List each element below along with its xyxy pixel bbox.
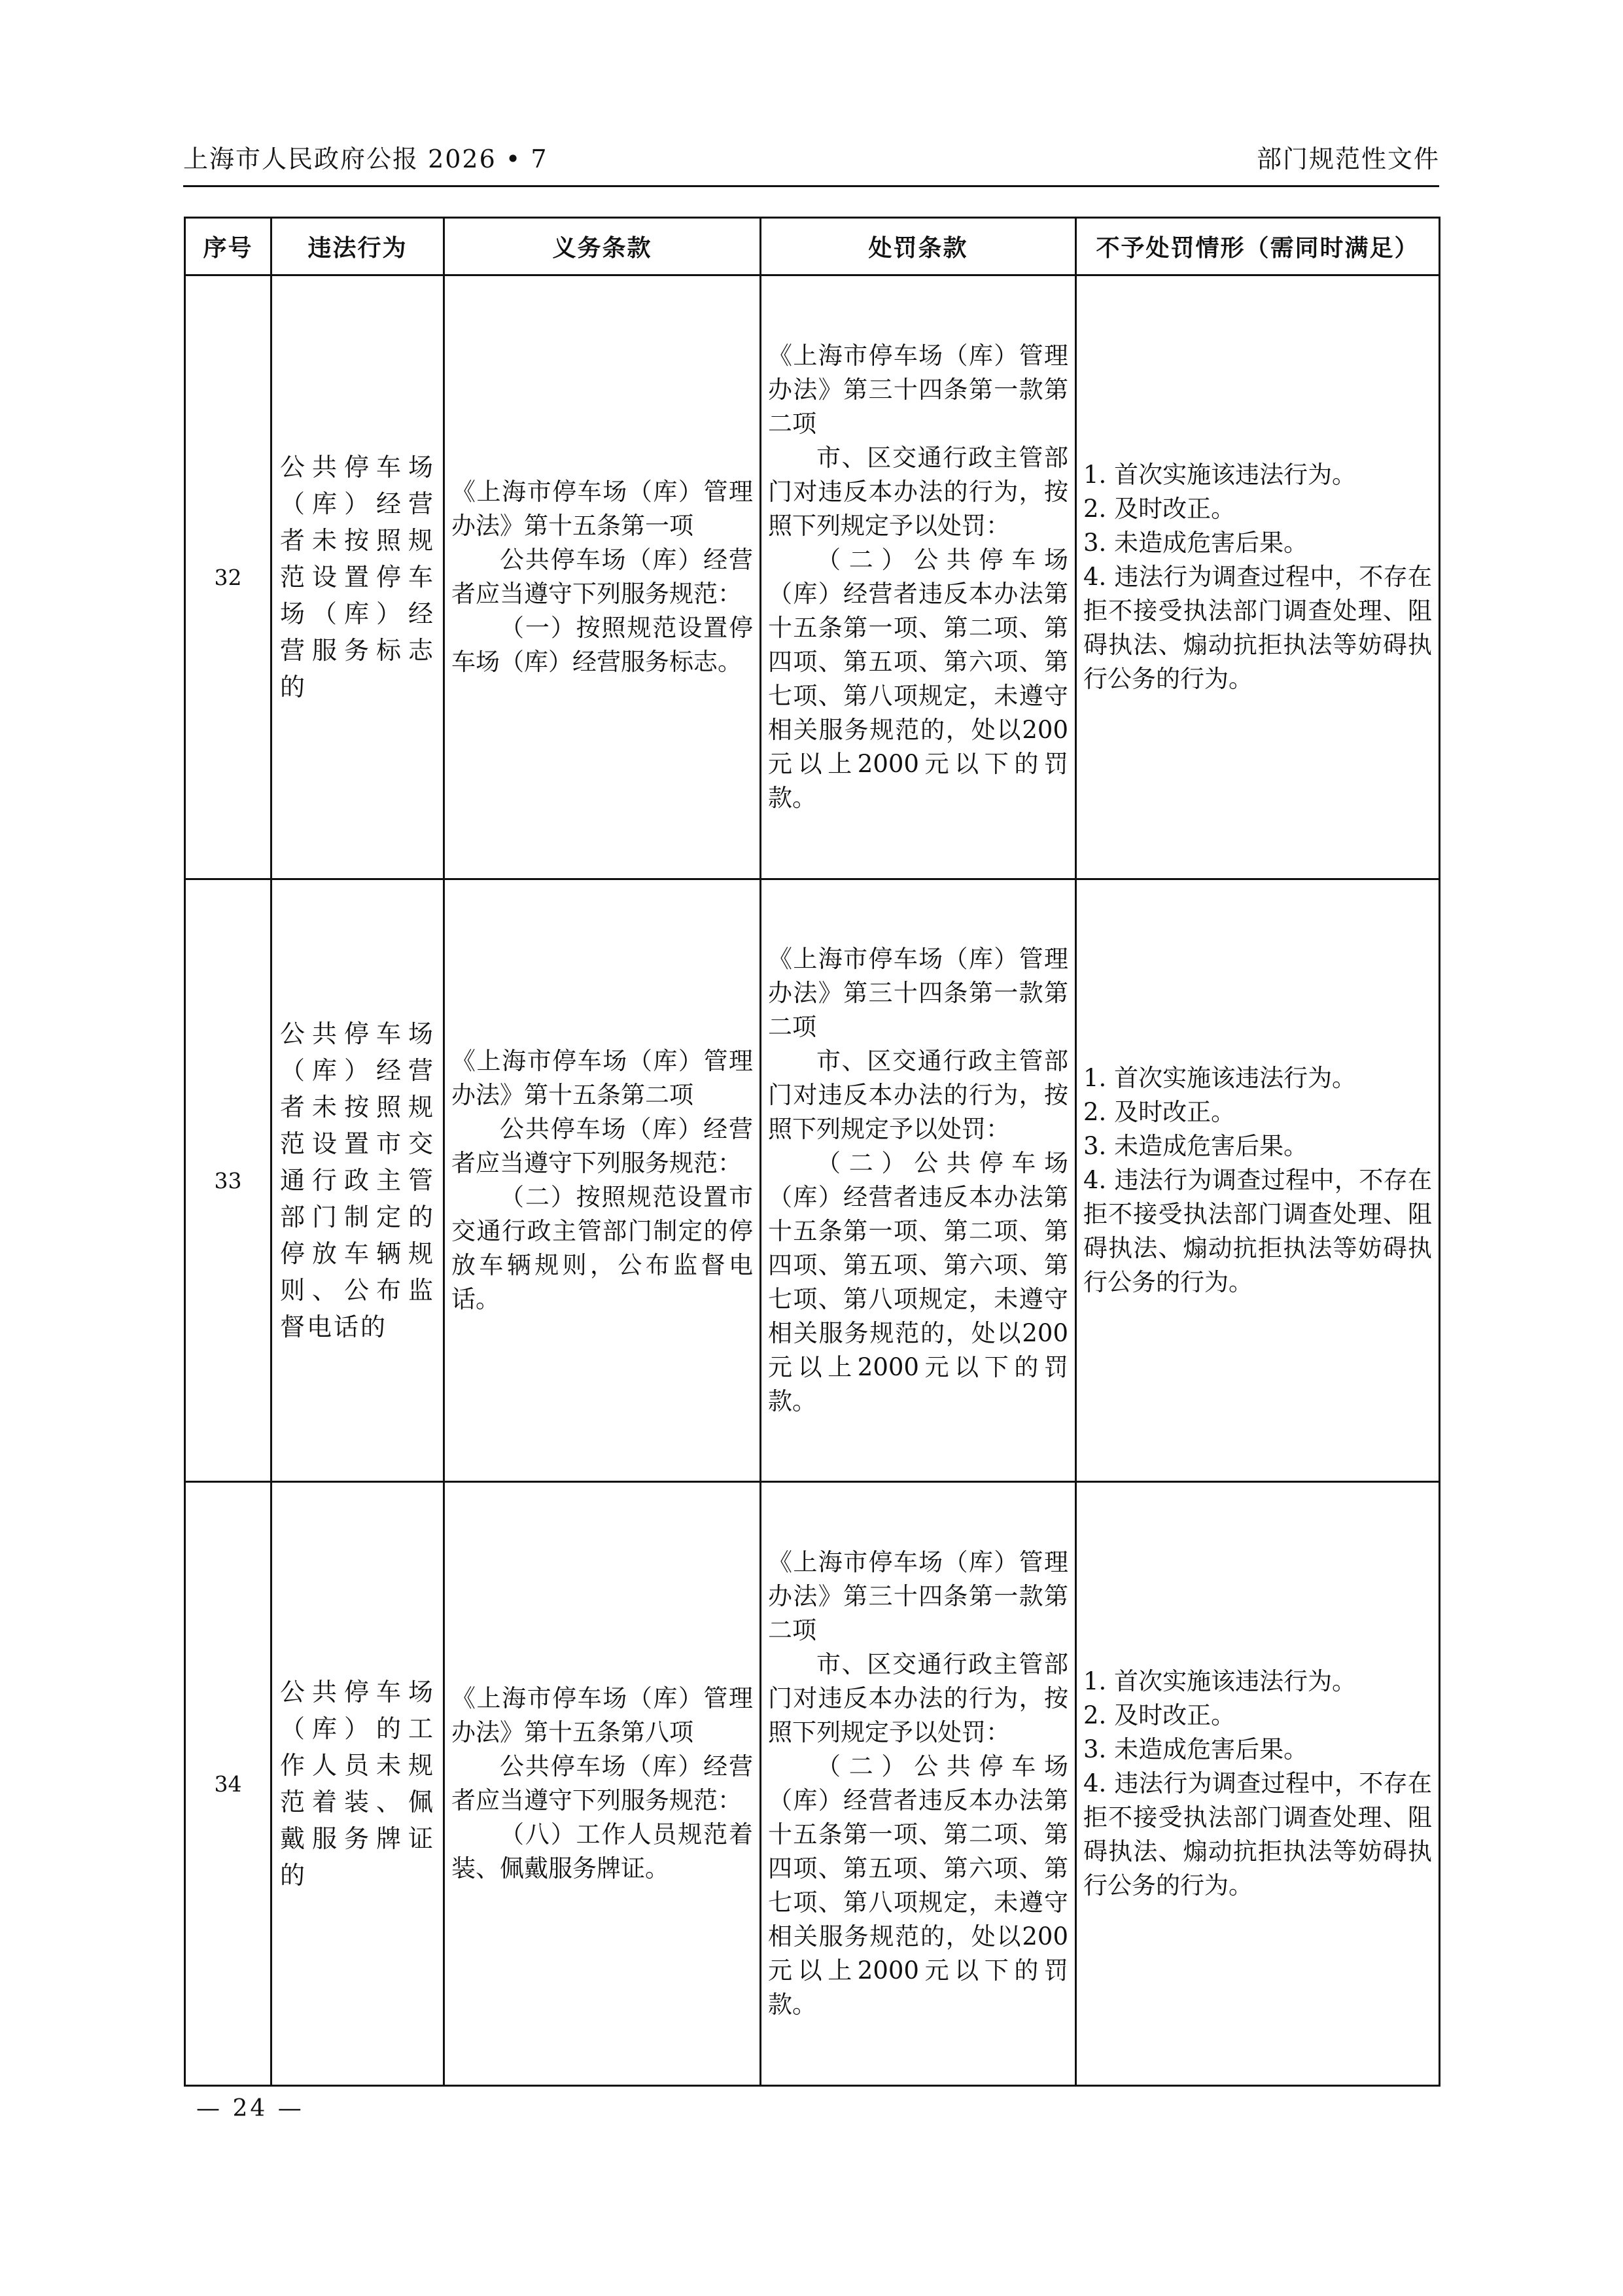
exemption-item: 4. 违法行为调查过程中，不存在拒不接受执法部门调查处理、阻碍执法、煽动抗拒执法等妨碍执行公务的行为。: [1083, 1769, 1432, 1899]
duty-item: （二）按照规范设置市交通行政主管部门制定的停放车辆规则，公布监督电话。: [451, 1183, 753, 1313]
penalty-source: 《上海市停车场（库）管理办法》第三十四条第一款第二项: [768, 342, 1068, 438]
row-number: 33: [185, 879, 271, 1482]
exemption-item: 3. 未造成危害后果。: [1083, 1735, 1308, 1763]
exemption-item: 4. 违法行为调查过程中，不存在拒不接受执法部门调查处理、阻碍执法、煽动抗拒执法等妨碍执行公务的行为。: [1083, 563, 1432, 693]
exemption-item: 3. 未造成危害后果。: [1083, 529, 1308, 557]
exemption-cell: [1076, 1482, 1440, 2086]
table-header-row: [185, 218, 1440, 275]
column-header-penalty-clause: 处罚条款: [761, 218, 1076, 275]
violation-cell: 公共停车场（库）经营者未按照规范设置停车场（库）经营服务标志的: [271, 275, 444, 879]
exemption-item: 2. 及时改正。: [1083, 1098, 1236, 1126]
exemption-item: 2. 及时改正。: [1083, 1701, 1236, 1729]
column-header-number: 序号: [185, 218, 271, 275]
penalty-intro: 市、区交通行政主管部门对违反本办法的行为，按照下列规定予以处罚：: [768, 444, 1068, 540]
penalty-source: 《上海市停车场（库）管理办法》第三十四条第一款第二项: [768, 1548, 1068, 1644]
exemption-item: 1. 首次实施该违法行为。: [1083, 461, 1357, 489]
duty-item: （一）按照规范设置停车场（库）经营服务标志。: [451, 614, 753, 676]
duty-source: 《上海市停车场（库）管理办法》第十五条第八项: [451, 1684, 753, 1746]
header-divider: [183, 185, 1439, 187]
penalty-item: （二）公共停车场（库）经营者违反本办法第十五条第一项、第二项、第四项、第五项、第六项、第七项、第八项规定，未遵守相关服务规范的，处以200元以上2000元以下的罚款。: [768, 1149, 1068, 1415]
violation-cell: 公共停车场（库）经营者未按照规范设置市交通行政主管部门制定的停放车辆规则、公布监督电话的: [271, 879, 444, 1482]
exemption-item: 1. 首次实施该违法行为。: [1083, 1667, 1357, 1695]
duty-intro: 公共停车场（库）经营者应当遵守下列服务规范：: [451, 546, 753, 608]
duty-cell: [444, 879, 761, 1482]
table-row: [185, 1482, 1440, 2086]
column-header-violation: 违法行为: [271, 218, 444, 275]
penalty-item: （二）公共停车场（库）经营者违反本办法第十五条第一项、第二项、第四项、第五项、第六项、第七项、第八项规定，未遵守相关服务规范的，处以200元以上2000元以下的罚款。: [768, 1752, 1068, 2019]
duty-cell: [444, 1482, 761, 2086]
duty-source: 《上海市停车场（库）管理办法》第十五条第一项: [451, 478, 753, 540]
section-title: 部门规范性文件: [1256, 145, 1440, 173]
exemption-item: 1. 首次实施该违法行为。: [1083, 1064, 1357, 1092]
exemption-item: 2. 及时改正。: [1083, 495, 1236, 523]
penalty-cell: [761, 1482, 1076, 2086]
penalty-cell: [761, 275, 1076, 879]
exemption-cell: [1076, 275, 1440, 879]
penalty-source: 《上海市停车场（库）管理办法》第三十四条第一款第二项: [768, 945, 1068, 1041]
duty-cell: [444, 275, 761, 879]
column-header-exemption: 不予处罚情形（需同时满足）: [1076, 218, 1440, 275]
duty-source: 《上海市停车场（库）管理办法》第十五条第二项: [451, 1047, 753, 1109]
penalty-intro: 市、区交通行政主管部门对违反本办法的行为，按照下列规定予以处罚：: [768, 1650, 1068, 1746]
page-number: — 24 —: [196, 2095, 304, 2122]
table-row: [185, 275, 1440, 879]
regulation-table: [184, 217, 1440, 2087]
duty-intro: 公共停车场（库）经营者应当遵守下列服务规范：: [451, 1752, 753, 1814]
duty-item: （八）工作人员规范着装、佩戴服务牌证。: [451, 1820, 753, 1882]
penalty-intro: 市、区交通行政主管部门对违反本办法的行为，按照下列规定予以处罚：: [768, 1047, 1068, 1143]
duty-intro: 公共停车场（库）经营者应当遵守下列服务规范：: [451, 1115, 753, 1177]
exemption-item: 3. 未造成危害后果。: [1083, 1132, 1308, 1160]
exemption-item: 4. 违法行为调查过程中，不存在拒不接受执法部门调查处理、阻碍执法、煽动抗拒执法等妨碍执行公务的行为。: [1083, 1166, 1432, 1296]
penalty-cell: [761, 879, 1076, 1482]
penalty-item: （二）公共停车场（库）经营者违反本办法第十五条第一项、第二项、第四项、第五项、第六项、第七项、第八项规定，未遵守相关服务规范的，处以200元以上2000元以下的罚款。: [768, 546, 1068, 812]
journal-title: 上海市人民政府公报 2026 • 7: [183, 145, 548, 173]
row-number: 32: [185, 275, 271, 879]
row-number: 34: [185, 1482, 271, 2086]
exemption-cell: [1076, 879, 1440, 1482]
violation-cell: 公共停车场（库）的工作人员未规范着装、佩戴服务牌证的: [271, 1482, 444, 2086]
table-row: [185, 879, 1440, 1482]
column-header-duty-clause: 义务条款: [444, 218, 761, 275]
